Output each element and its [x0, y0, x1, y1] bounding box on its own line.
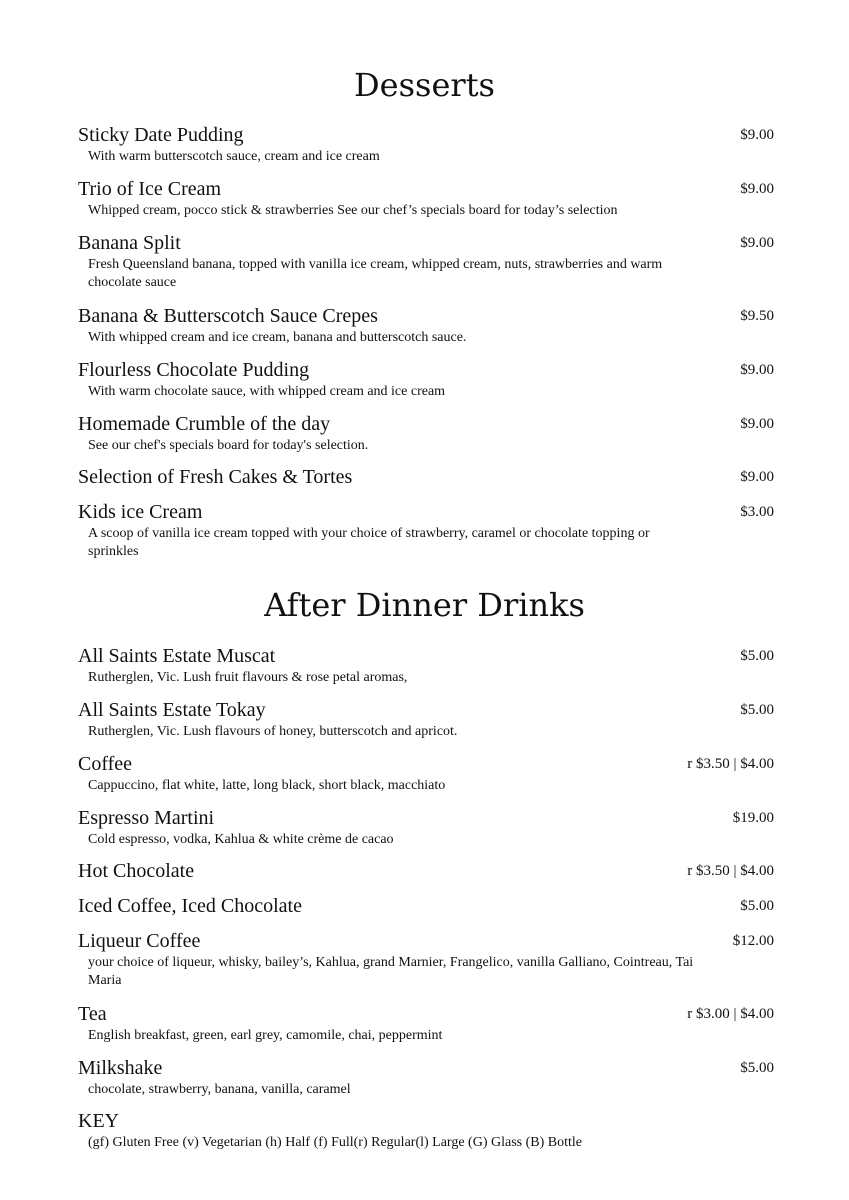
item-price: $5.00 — [740, 648, 774, 664]
item-name: Kids ice Cream — [78, 501, 203, 523]
item-name: Tea — [78, 1003, 107, 1025]
item-price: $5.00 — [740, 702, 774, 718]
item-price: $9.00 — [740, 469, 774, 485]
item-name: Banana Split — [78, 232, 181, 254]
item-name: Selection of Fresh Cakes & Tortes — [78, 466, 353, 488]
item-name: Coffee — [78, 753, 133, 775]
item-price: $12.00 — [732, 933, 774, 949]
item-name: Espresso Martini — [78, 807, 215, 829]
menu-item-all-saints-muscat — [78, 644, 774, 687]
item-price: r $3.50 | $4.00 — [687, 863, 774, 879]
item-description: With warm chocolate sauce, with whipped cream and ice cream — [88, 384, 446, 399]
menu-item-trio-ice-cream — [78, 177, 774, 220]
key-title: KEY — [78, 1110, 120, 1132]
item-name: Flourless Chocolate Pudding — [78, 359, 310, 381]
menu-item-flourless-chocolate-pudding — [78, 358, 774, 401]
item-description: With whipped cream and ice cream, banana and butterscotch sauce. — [88, 330, 467, 345]
item-description: Rutherglen, Vic. Lush flavours of honey, butterscotch and apricot. — [88, 724, 458, 739]
item-price: $19.00 — [732, 810, 774, 826]
item-price: r $3.50 | $4.00 — [687, 756, 774, 772]
menu-item-homemade-crumble — [78, 412, 774, 455]
item-description: Whipped cream, pocco stick & strawberries See our chef’s specials board for today’s selection — [88, 203, 618, 218]
item-name: Homemade Crumble of the day — [78, 413, 331, 435]
menu-item-all-saints-tokay — [78, 698, 774, 741]
item-price: $9.00 — [740, 416, 774, 432]
item-name: All Saints Estate Tokay — [78, 699, 266, 721]
item-price: $5.00 — [740, 1060, 774, 1076]
item-name: Sticky Date Pudding — [78, 124, 244, 146]
item-name: Iced Coffee, Iced Chocolate — [78, 895, 302, 917]
item-description: Cappuccino, flat white, latte, long black, short black, macchiato — [88, 778, 446, 793]
item-name: Liqueur Coffee — [78, 930, 201, 952]
menu-item-espresso-martini — [78, 806, 774, 849]
item-name: Hot Chocolate — [78, 860, 195, 882]
item-name: Milkshake — [78, 1057, 163, 1079]
item-description: Fresh Queensland banana, topped with vanilla ice cream, whipped cream, nuts, strawberries and warm chocolate sauce — [88, 257, 663, 290]
menu-item-banana-crepes — [78, 304, 774, 347]
menu-item-coffee — [78, 752, 774, 795]
menu-item-tea — [78, 1002, 774, 1045]
item-description: Cold espresso, vodka, Kahlua & white crème de cacao — [88, 832, 394, 847]
item-description: your choice of liqueur, whisky, bailey’s, Kahlua, grand Marnier, Frangelico, vanilla Galliano, Cointreau, Tai Maria — [88, 955, 694, 988]
menu-item-kids-ice-cream — [78, 500, 774, 561]
item-name: All Saints Estate Muscat — [78, 645, 276, 667]
desserts-heading: Desserts — [354, 66, 495, 104]
item-price: $5.00 — [740, 898, 774, 914]
menu-item-sticky-date-pudding — [78, 123, 774, 166]
menu-item-iced-coffee-chocolate — [78, 894, 774, 918]
key-text: (gf) Gluten Free (v) Vegetarian (h) Half (f) Full(r) Regular(l) Large (G) Glass (B) Bottle — [88, 1135, 582, 1150]
item-name: Trio of Ice Cream — [78, 178, 222, 200]
menu-item-fresh-cakes-tortes — [78, 465, 774, 489]
item-description: A scoop of vanilla ice cream topped with your choice of strawberry, caramel or chocolate topping or sprinkles — [88, 526, 650, 559]
item-price: $3.00 — [740, 504, 774, 520]
item-description: English breakfast, green, earl grey, camomile, chai, peppermint — [88, 1028, 443, 1043]
item-name: Banana & Butterscotch Sauce Crepes — [78, 305, 378, 327]
menu-item-liqueur-coffee — [78, 929, 774, 990]
item-price: $9.00 — [740, 181, 774, 197]
item-price: r $3.00 | $4.00 — [687, 1006, 774, 1022]
menu-key — [78, 1109, 774, 1152]
item-description: With warm butterscotch sauce, cream and ice cream — [88, 149, 380, 164]
menu-item-milkshake — [78, 1056, 774, 1099]
item-description: Rutherglen, Vic. Lush fruit flavours & rose petal aromas, — [88, 670, 408, 685]
menu-item-hot-chocolate — [78, 859, 774, 883]
item-price: $9.00 — [740, 362, 774, 378]
after-dinner-drinks-heading: After Dinner Drinks — [264, 586, 585, 624]
menu-item-banana-split — [78, 231, 774, 292]
item-price: $9.50 — [740, 308, 774, 324]
item-price: $9.00 — [740, 127, 774, 143]
item-description: See our chef's specials board for today's selection. — [88, 438, 369, 453]
item-description: chocolate, strawberry, banana, vanilla, caramel — [88, 1082, 351, 1097]
item-price: $9.00 — [740, 235, 774, 251]
